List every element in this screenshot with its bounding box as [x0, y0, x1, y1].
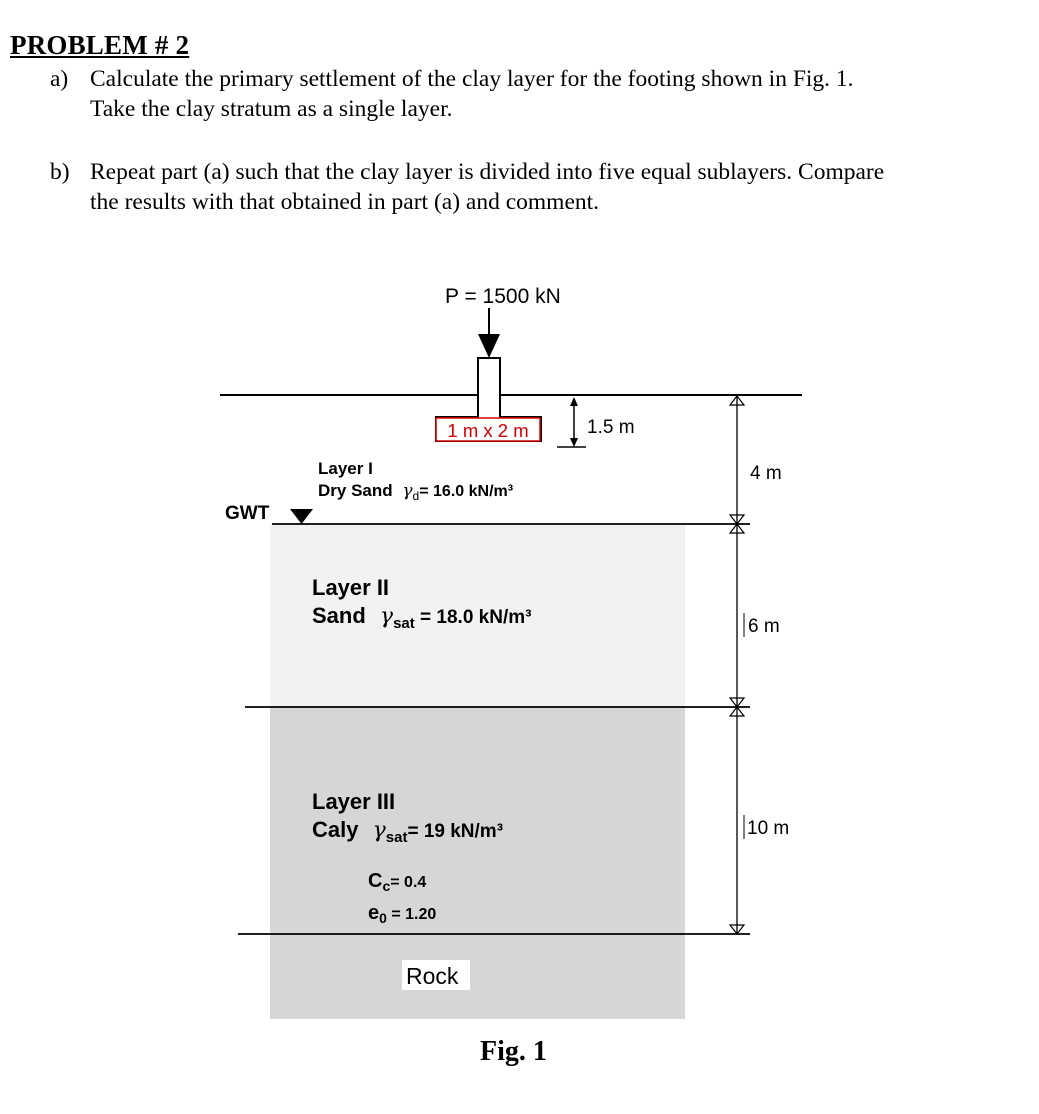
e0-sub: 0	[379, 910, 387, 926]
layer1-name: Layer I	[318, 459, 373, 478]
e0-number: = 1.20	[386, 906, 437, 923]
cc-symbol: C	[368, 870, 383, 892]
layer2-gamma: γ	[379, 604, 394, 629]
layer3-gamma-sub: sat	[385, 829, 408, 846]
load-arrow-head-icon	[478, 334, 500, 358]
layer3-props	[312, 817, 503, 846]
gwt-triangle-icon	[290, 509, 313, 524]
cc-value	[368, 870, 426, 894]
layer1-gamma-sub: d	[412, 489, 420, 503]
gwt-label: GWT	[225, 503, 270, 524]
layer2-name: Layer II	[312, 575, 390, 600]
question-b-line1: Repeat part (a) such that the clay layer is divided into five equal sublayers. Compare	[90, 159, 885, 185]
layer2-gamma-value: = 18.0 kN/m³	[414, 607, 532, 628]
rock-label: Rock	[406, 963, 459, 989]
layer3-soil: Caly	[312, 817, 359, 842]
layer3-name: Layer III	[312, 789, 396, 814]
cc-number: = 0.4	[390, 874, 427, 891]
e0-symbol: e	[368, 902, 380, 924]
layer2-soil: Sand	[312, 603, 366, 628]
layer2-thickness: 6 m	[748, 616, 780, 637]
problem-title: PROBLEM # 2	[10, 30, 190, 60]
figure-caption	[0, 1036, 1039, 1068]
footing-depth-label: 1.5 m	[587, 417, 635, 438]
layer3-gamma: γ	[372, 818, 386, 843]
figure-caption-text: Fig. 1	[480, 1036, 547, 1067]
question-a-line1: Calculate the primary settlement of the clay layer for the footing shown in Fig. 1.	[90, 66, 854, 92]
layer2-gamma-sub: sat	[393, 615, 415, 632]
question-b-line2: the results with that obtained in part (a) and comment.	[90, 189, 600, 215]
layer1-thickness: 4 m	[750, 463, 782, 484]
load-label: P = 1500 kN	[445, 285, 561, 308]
layer1-soil: Dry Sand	[318, 481, 393, 500]
question-a-label: a)	[50, 66, 69, 92]
footing-size-label: 1 m x 2 m	[447, 420, 529, 441]
depth-dim-arrow-up-icon	[570, 397, 578, 406]
e0-value	[368, 902, 436, 926]
question-a-line2: Take the clay stratum as a single layer.	[90, 96, 453, 122]
layer1-gamma: γ	[402, 481, 413, 501]
layer3-thickness: 10 m	[747, 818, 790, 839]
question-b-label: b)	[50, 159, 70, 185]
cc-sub: c	[382, 878, 391, 894]
depth-dim-arrow-down-icon	[570, 438, 578, 447]
layer3-gamma-value: = 19 kN/m³	[407, 821, 504, 842]
layer2-props	[312, 603, 531, 632]
layer1-gamma-value: = 16.0 kN/m³	[419, 483, 514, 500]
layer1-props	[318, 481, 513, 503]
rock-fill	[270, 934, 685, 1019]
